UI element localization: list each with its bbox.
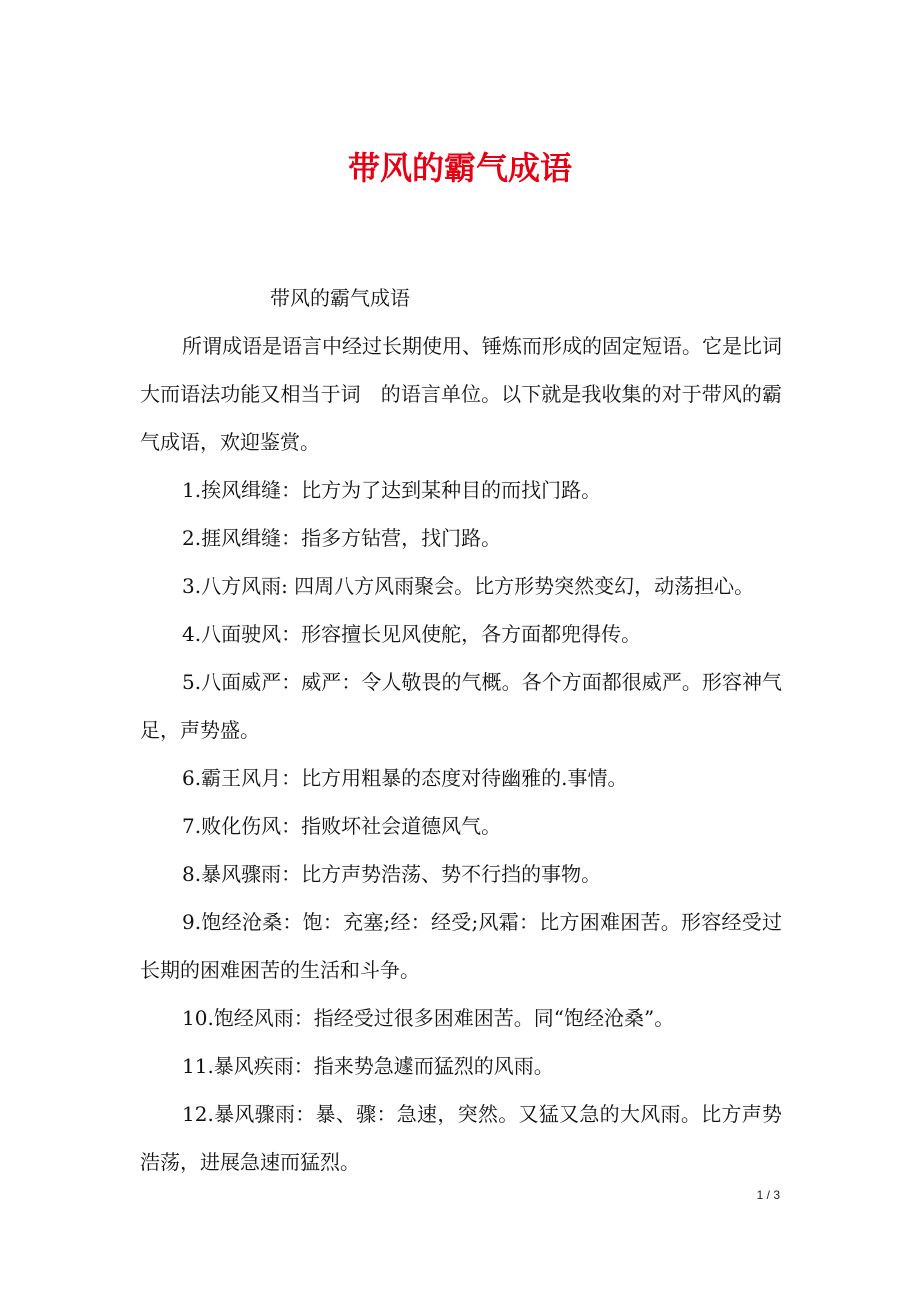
document-title: 带风的霸气成语	[347, 149, 572, 187]
idiom-item-7: 7.败化伤风：指败坏社会道德风气。	[182, 814, 502, 838]
idiom-item-2: 2.捱风缉缝：指多方钻营，找门路。	[182, 526, 502, 550]
intro-paragraph: 所谓成语是语言中经过长期使用、锤炼而形成的固定短语。它是比词大而语法功能又相当于词 的语言单位。以下就是我收集的对于带风的霸气成语，欢迎鉴赏。	[140, 334, 782, 454]
page-number: 1 / 3	[756, 1188, 780, 1202]
idiom-item-12: 12.暴风骤雨：暴、骤：急速，突然。又猛又急的大风雨。比方声势浩荡，进展急速而猛烈。	[140, 1102, 782, 1174]
idiom-item-8: 8.暴风骤雨：比方声势浩荡、势不行挡的事物。	[182, 862, 602, 886]
idiom-item-5: 5.八面威严：威严：令人敬畏的气概。各个方面都很威严。形容神气足，声势盛。	[140, 670, 782, 742]
idiom-item-1: 1.挨风缉缝：比方为了达到某种目的而找门路。	[182, 478, 602, 502]
idiom-item-10: 10.饱经风雨：指经受过很多困难困苦。同“饱经沧桑”。	[182, 1006, 675, 1030]
idiom-item-4: 4.八面驶风：形容擅长见风使舵，各方面都兜得传。	[182, 622, 642, 646]
idiom-item-11: 11.暴风疾雨：指来势急遽而猛烈的风雨。	[182, 1054, 554, 1078]
document-body	[140, 274, 782, 1186]
idiom-item-3: 3.八方风雨: 四周八方风雨聚会。比方形势突然变幻，动荡担心。	[182, 574, 755, 598]
document-subtitle: 带风的霸气成语	[270, 286, 410, 310]
idiom-item-6: 6.霸王风月：比方用粗暴的态度对待幽雅的.事情。	[182, 766, 628, 790]
idiom-item-9: 9.饱经沧桑：饱：充塞;经：经受;风霜：比方困难困苦。形容经受过长期的困难困苦的生活和斗争。	[140, 910, 782, 982]
